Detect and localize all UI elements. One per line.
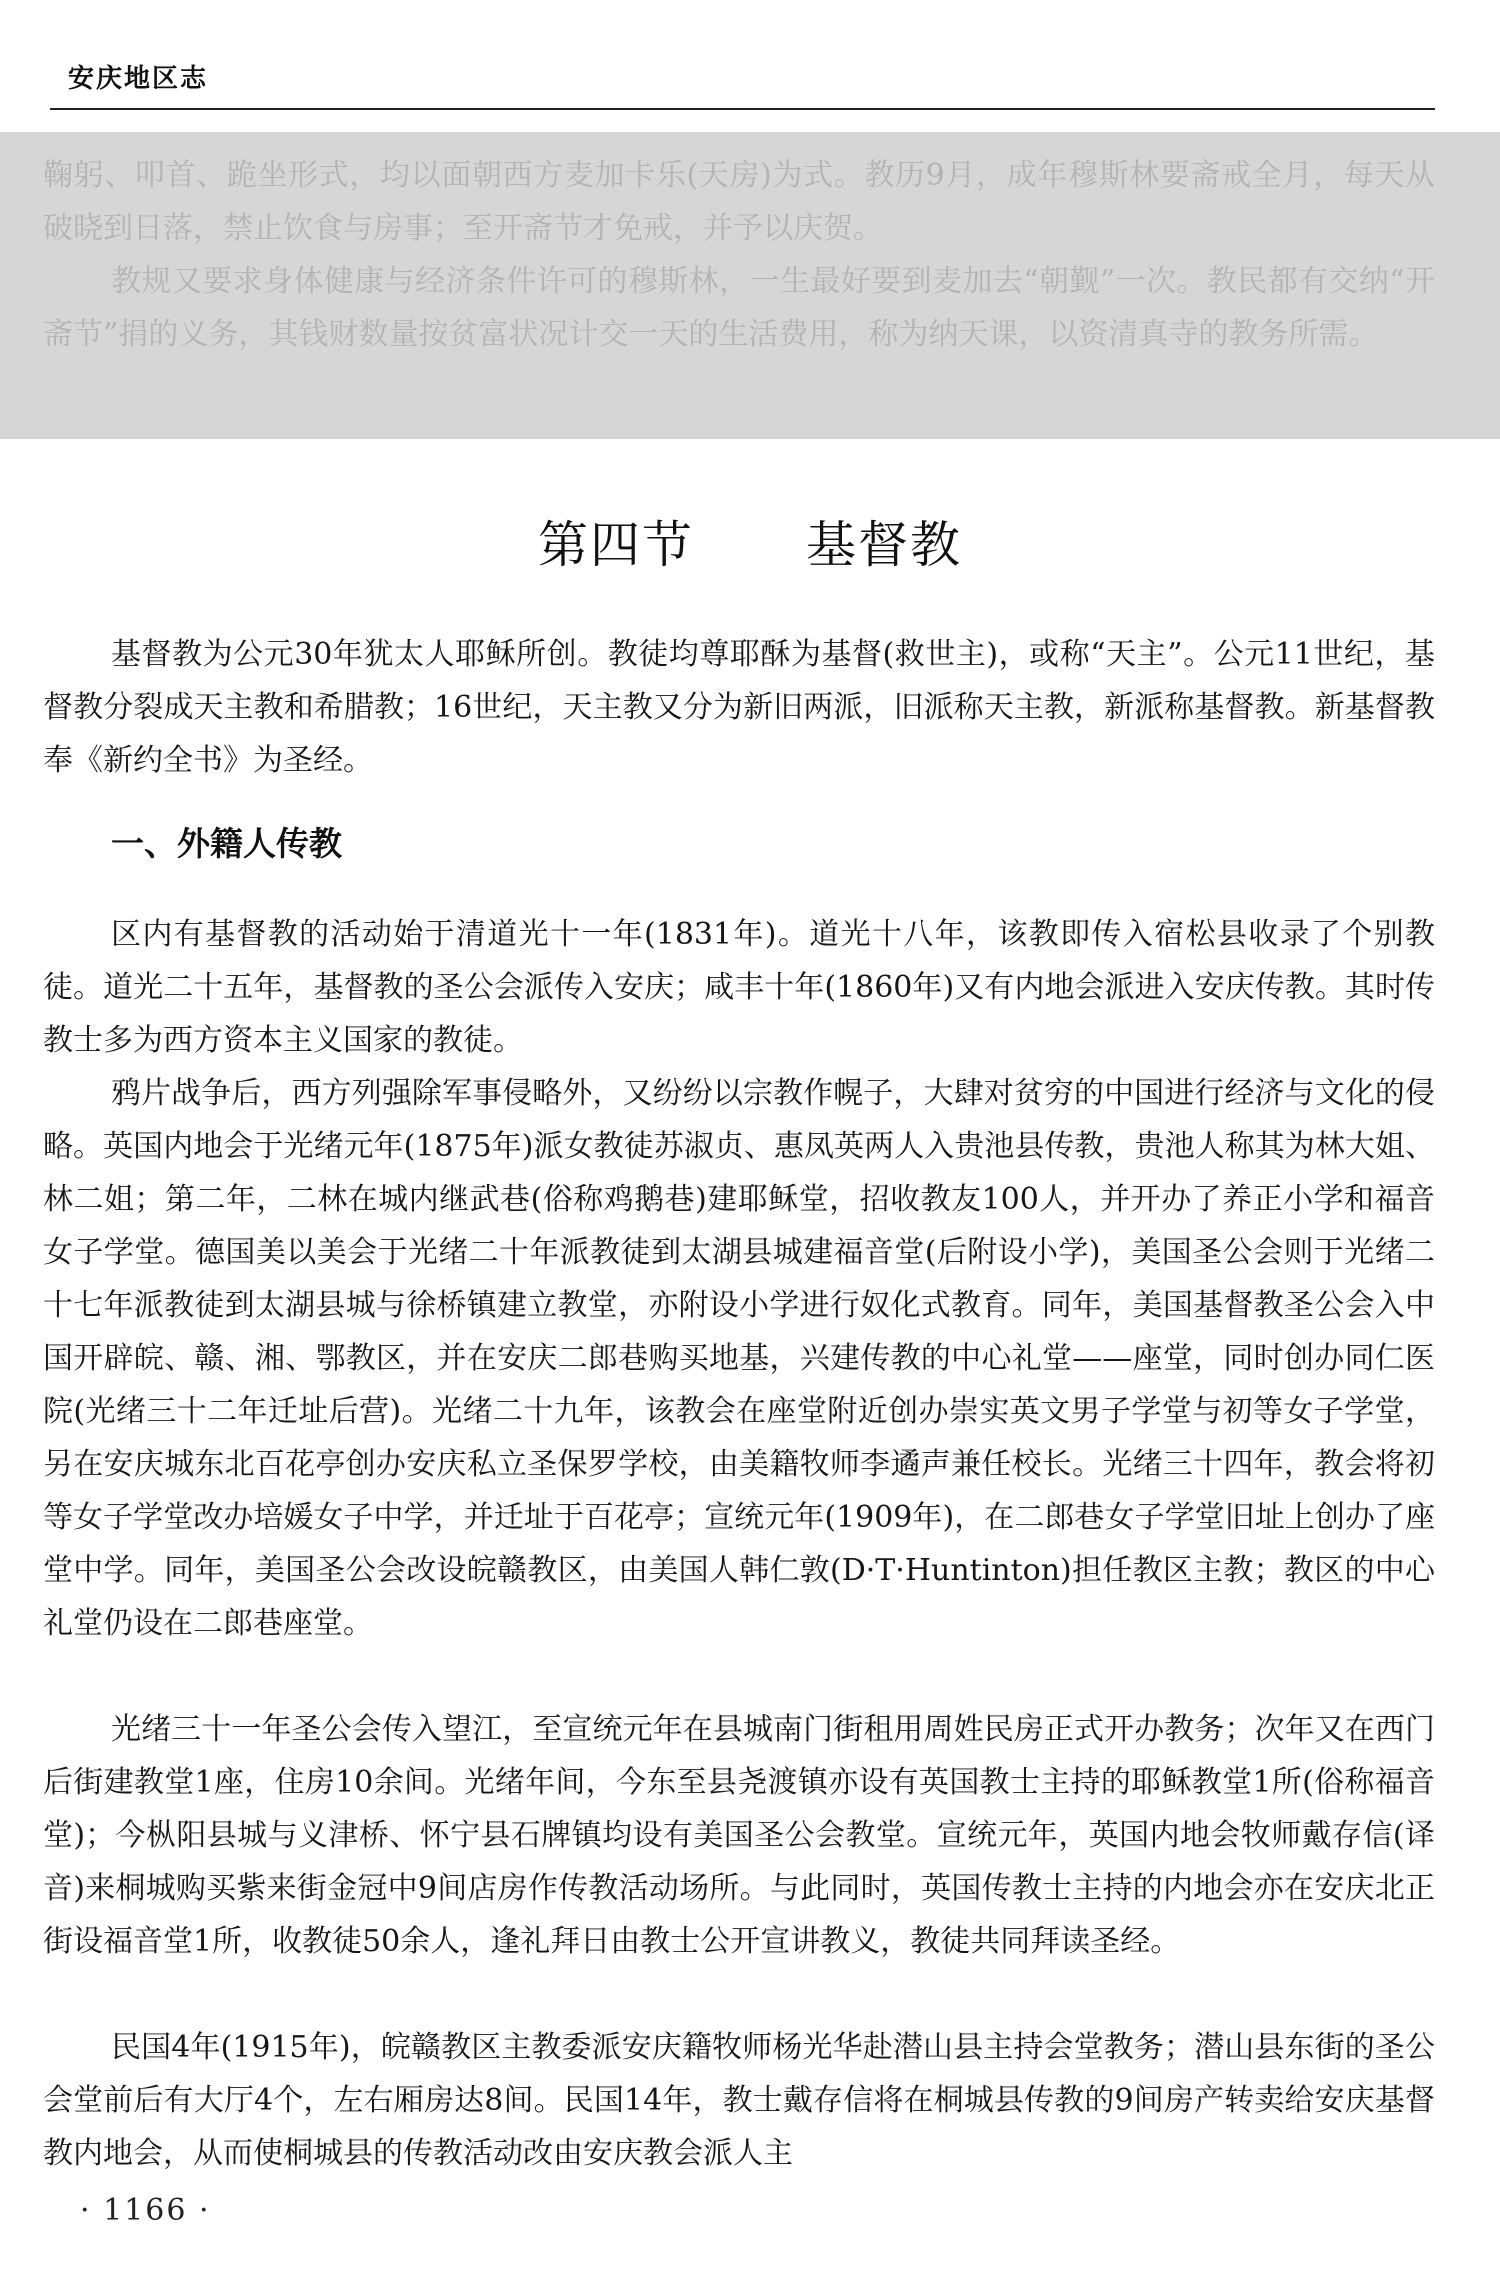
header-rule (50, 108, 1435, 110)
body-paragraph-4: 民国4年(1915年)，皖赣教区主教委派安庆籍牧师杨光华赴潜山县主持会堂教务；潜山县东街的圣公会堂前后有大厅4个，左右厢房达8间。民国14年，教士戴存信将在桐城县传教的9间房产转卖给安庆基督教内地会，从而使桐城县的传教活动改由安庆教会派人主 (43, 2030, 1435, 2171)
section-name: 基督教 (806, 516, 962, 574)
section-intro-paragraph: 基督教为公元30年犹太人耶稣所创。教徒均尊耶酥为基督(救世主)，或称“天主”。公元11世纪，基督教分裂成天主教和希腊教；16世纪，天主教又分为新旧两派，旧派称天主教，新派称基督教。新基督教奉《新约全书》为圣经。 (43, 637, 1435, 778)
carryover-paragraph-1: 鞠躬、叩首、跪坐形式，均以面朝西方麦加卡乐(天房)为式。教历9月，成年穆斯林要斋戒全月，每天从破晓到日落，禁止饮食与房事；至开斋节才免戒，并予以庆贺。 (43, 158, 1435, 246)
section-title (0, 505, 1500, 577)
subsection-heading: 一、外籍人传教 (111, 824, 342, 863)
body-paragraph-3: 光绪三十一年圣公会传入望江，至宣统元年在县城南门街租用周姓民房正式开办教务；次年又在西门后街建教堂1座，住房10余间。光绪年间，今东至县尧渡镇亦设有英国教士主持的耶稣教堂1所(俗称福音堂)；今枞阳县城与义津桥、怀宁县石牌镇均设有美国圣公会教堂。宣统元年，英国内地会牧师戴存信(译音)来桐城购买紫来街金冠中9间店房作传教活动场所。与此同时，英国传教士主持的内地会亦在安庆北正街设福音堂1所，收教徒50余人，逢礼拜日由教士公开宣讲教义，教徒共同拜读圣经。 (43, 1712, 1435, 1959)
body-paragraph-1: 区内有基督教的活动始于清道光十一年(1831年)。道光十八年，该教即传入宿松县收录了个别教徒。道光二十五年，基督教的圣公会派传入安庆；咸丰十年(1860年)又有内地会派进入安庆传教。其时传教士多为西方资本主义国家的教徒。 (43, 917, 1435, 1058)
section-number: 第四节 (538, 516, 694, 574)
page-number: · 1166 · (80, 2193, 211, 2228)
book-title: 安庆地区志 (68, 64, 209, 94)
body-paragraph-2: 鸦片战争后，西方列强除军事侵略外，又纷纷以宗教作幌子，大肆对贫穷的中国进行经济与文化的侵略。英国内地会于光绪元年(1875年)派女教徒苏淑贞、惠凤英两人入贵池县传教，贵池人称其为林大姐、林二姐；第二年，二林在城内继武巷(俗称鸡鹅巷)建耶稣堂，招收教友100人，并开办了养正小学和福音女子学堂。德国美以美会于光绪二十年派教徒到太湖县城建福音堂(后附设小学)，美国圣公会则于光绪二十七年派教徒到太湖县城与徐桥镇建立教堂，亦附设小学进行奴化式教育。同年，美国基督教圣公会入中国开辟皖、赣、湘、鄂教区，并在安庆二郎巷购买地基，兴建传教的中心礼堂——座堂，同时创办同仁医院(光绪三十二年迁址后营)。光绪二十九年，该教会在座堂附近创办崇实英文男子学堂与初等女子学堂，另在安庆城东北百花亭创办安庆私立圣保罗学校，由美籍牧师李遹声兼任校长。光绪三十四年，教会将初等女子学堂改办培媛女子中学，并迁址于百花亭；宣统元年(1909年)，在二郎巷女子学堂旧址上创办了座堂中学。同年，美国圣公会改设皖赣教区，由美国人韩仁敦(D·T·Huntinton)担任教区主教；教区的中心礼堂仍设在二郎巷座堂。 (43, 1076, 1435, 1641)
carryover-paragraph-2: 教规又要求身体健康与经济条件许可的穆斯林，一生最好要到麦加去“朝觐”一次。教民都有交纳“开斋节”捐的义务，其钱财数量按贫富状况计交一天的生活费用，称为纳天课，以资清真寺的教务所需。 (43, 264, 1435, 352)
carryover-highlight-block (0, 132, 1500, 439)
